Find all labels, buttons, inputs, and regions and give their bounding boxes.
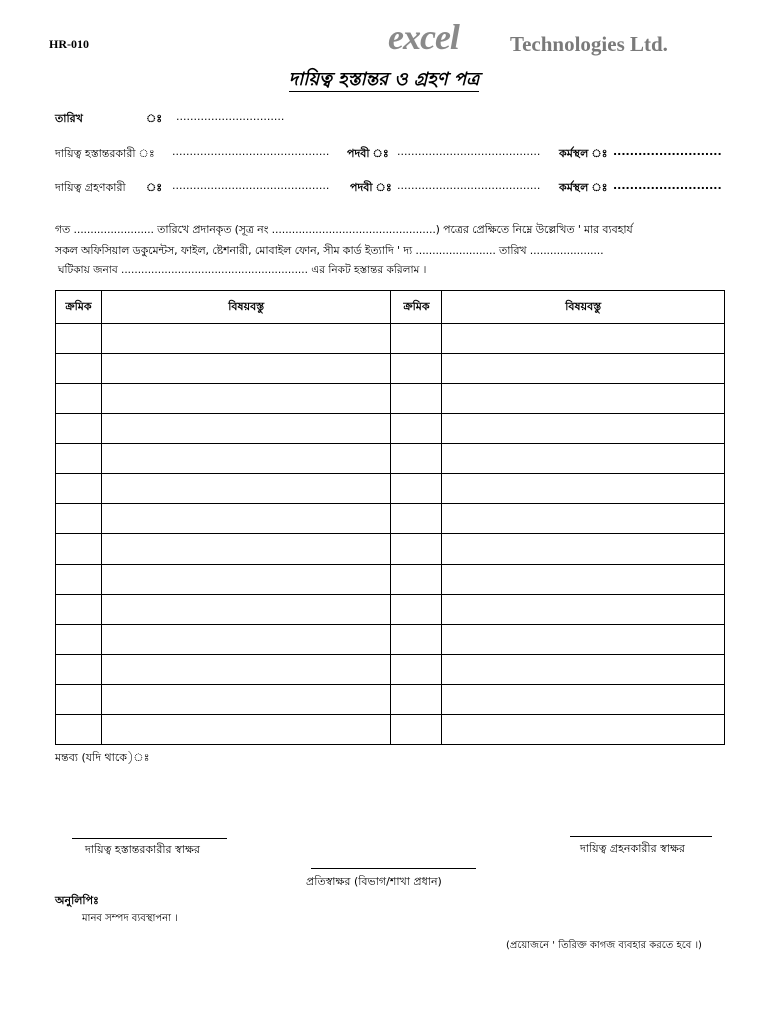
serial-cell[interactable] — [391, 384, 442, 414]
paragraph-line-2: সকল অফিসিয়াল ডকুমেন্টস, ফাইল, ষ্টেশনারী, মোবাইল ফোন, সীম কার্ড ইত্যাদি ' দ্য ........................ তারিখ ...................... — [55, 244, 604, 257]
subject-cell[interactable] — [101, 444, 391, 474]
logo-mark: excel — [388, 17, 459, 57]
subject-cell[interactable] — [101, 534, 391, 564]
subject-cell[interactable] — [101, 624, 391, 654]
subject-cell[interactable] — [101, 714, 391, 744]
subject-cell[interactable] — [101, 354, 391, 384]
subject-cell[interactable] — [442, 714, 725, 744]
receiver-workplace-field[interactable]: .......................... — [613, 179, 722, 192]
serial-cell[interactable] — [391, 594, 442, 624]
subject-cell[interactable] — [442, 414, 725, 444]
receiver-colon: ঃ — [146, 181, 163, 194]
serial-cell[interactable] — [56, 564, 102, 594]
serial-cell[interactable] — [56, 354, 102, 384]
subject-cell[interactable] — [442, 624, 725, 654]
table-row — [56, 714, 725, 744]
subject-cell[interactable] — [101, 684, 391, 714]
receiver-signature-line — [570, 836, 712, 837]
table-row — [56, 654, 725, 684]
footer-note: (প্রয়োজনে ' তিরিক্ত কাগজ ব্যবহার করতে হবে ।) — [506, 940, 702, 951]
serial-cell[interactable] — [56, 504, 102, 534]
serial-cell[interactable] — [391, 684, 442, 714]
handover-label: দায়িত্ব হস্তান্তরকারী ঃ — [55, 147, 155, 160]
serial-cell[interactable] — [391, 624, 442, 654]
serial-cell[interactable] — [56, 654, 102, 684]
receiver-workplace-label: কর্মস্থল ঃ — [559, 181, 608, 194]
table-row — [56, 414, 725, 444]
copy-item: মানব সম্পদ ব্যবস্থাপনা । — [82, 913, 178, 924]
header-serial-1: ক্রমিক — [56, 291, 102, 324]
subject-cell[interactable] — [442, 474, 725, 504]
subject-cell[interactable] — [101, 654, 391, 684]
table-row — [56, 534, 725, 564]
date-field[interactable]: ............................... — [176, 110, 285, 123]
subject-cell[interactable] — [442, 384, 725, 414]
company-logo — [388, 14, 724, 58]
paragraph-line-1: গত ........................ তারিখে প্রদানকৃত (সূত্র নং .................................................) পত্রের প্রেক্ষিতে নিম্নে উল্লেখিত ' মার ব্যবহার্য — [55, 223, 633, 236]
receiver-name-field[interactable]: ............................................. — [172, 179, 330, 192]
paragraph-line-3: ঘটিকায় জনাব ........................................................ এর নিকট হস্তান্তর করিলাম । — [58, 264, 427, 276]
serial-cell[interactable] — [56, 444, 102, 474]
subject-cell[interactable] — [442, 324, 725, 354]
serial-cell[interactable] — [56, 534, 102, 564]
subject-cell[interactable] — [101, 474, 391, 504]
serial-cell[interactable] — [391, 504, 442, 534]
form-code: HR-010 — [49, 37, 89, 51]
handover-signature-label: দায়িত্ব হস্তান্তরকারীর স্বাক্ষর — [85, 843, 200, 856]
subject-cell[interactable] — [442, 534, 725, 564]
form-title: দায়িত্ব হস্তান্তর ও গ্রহণ পত্র — [288, 69, 480, 90]
countersign-label: প্রতিস্বাক্ষর (বিভাগ/শাখা প্রধান) — [306, 875, 442, 888]
table-row — [56, 474, 725, 504]
copy-label: অনুলিপিঃ — [55, 894, 99, 907]
receiver-designation-field[interactable]: ......................................... — [397, 179, 541, 192]
subject-cell[interactable] — [101, 324, 391, 354]
serial-cell[interactable] — [391, 324, 442, 354]
subject-cell[interactable] — [442, 504, 725, 534]
subject-cell[interactable] — [101, 594, 391, 624]
handover-designation-field[interactable]: ......................................... — [397, 145, 541, 158]
company-name: Technologies Ltd. — [510, 32, 668, 56]
receiver-designation-label: পদবী ঃ — [350, 181, 392, 194]
table-row — [56, 444, 725, 474]
subject-cell[interactable] — [442, 354, 725, 384]
table-row — [56, 594, 725, 624]
serial-cell[interactable] — [56, 624, 102, 654]
serial-cell[interactable] — [391, 564, 442, 594]
serial-cell[interactable] — [56, 684, 102, 714]
subject-cell[interactable] — [101, 414, 391, 444]
receiver-signature-label: দায়িত্ব গ্রহনকারীর স্বাক্ষর — [580, 842, 685, 855]
table-header-row — [56, 291, 725, 324]
handover-name-field[interactable]: ............................................. — [172, 145, 330, 158]
serial-cell[interactable] — [56, 414, 102, 444]
table-row — [56, 564, 725, 594]
table-row — [56, 384, 725, 414]
serial-cell[interactable] — [391, 654, 442, 684]
serial-cell[interactable] — [391, 444, 442, 474]
serial-cell[interactable] — [391, 414, 442, 444]
table-row — [56, 684, 725, 714]
serial-cell[interactable] — [56, 594, 102, 624]
receiver-label: দায়িত্ব গ্রহণকারী — [55, 181, 126, 194]
table-row — [56, 324, 725, 354]
serial-cell[interactable] — [56, 384, 102, 414]
serial-cell[interactable] — [56, 714, 102, 744]
date-colon: ঃ — [146, 112, 163, 125]
table-row — [56, 624, 725, 654]
serial-cell[interactable] — [56, 324, 102, 354]
handover-workplace-field[interactable]: .......................... — [613, 145, 722, 158]
subject-cell[interactable] — [442, 564, 725, 594]
serial-cell[interactable] — [391, 354, 442, 384]
countersign-line — [311, 868, 476, 869]
subject-cell[interactable] — [101, 564, 391, 594]
serial-cell[interactable] — [391, 534, 442, 564]
header-subject-2: বিষয়বস্তু — [442, 291, 725, 324]
handover-workplace-label: কর্মস্থল ঃ — [559, 147, 608, 160]
subject-cell[interactable] — [101, 504, 391, 534]
handover-signature-line — [72, 838, 227, 839]
serial-cell[interactable] — [391, 714, 442, 744]
table-row — [56, 504, 725, 534]
subject-cell[interactable] — [442, 684, 725, 714]
subject-cell[interactable] — [101, 384, 391, 414]
subject-cell[interactable] — [442, 654, 725, 684]
serial-cell[interactable] — [391, 474, 442, 504]
table-row — [56, 354, 725, 384]
date-label: তারিখ — [55, 112, 83, 125]
header-subject-1: বিষয়বস্তু — [101, 291, 391, 324]
handover-designation-label: পদবী ঃ — [347, 147, 389, 160]
subject-cell[interactable] — [442, 594, 725, 624]
subject-cell[interactable] — [442, 444, 725, 474]
remarks-label: মন্তব্য (যদি থাকে)ঃ — [55, 751, 150, 764]
header-serial-2: ক্রমিক — [391, 291, 442, 324]
serial-cell[interactable] — [56, 474, 102, 504]
items-table — [55, 290, 725, 745]
